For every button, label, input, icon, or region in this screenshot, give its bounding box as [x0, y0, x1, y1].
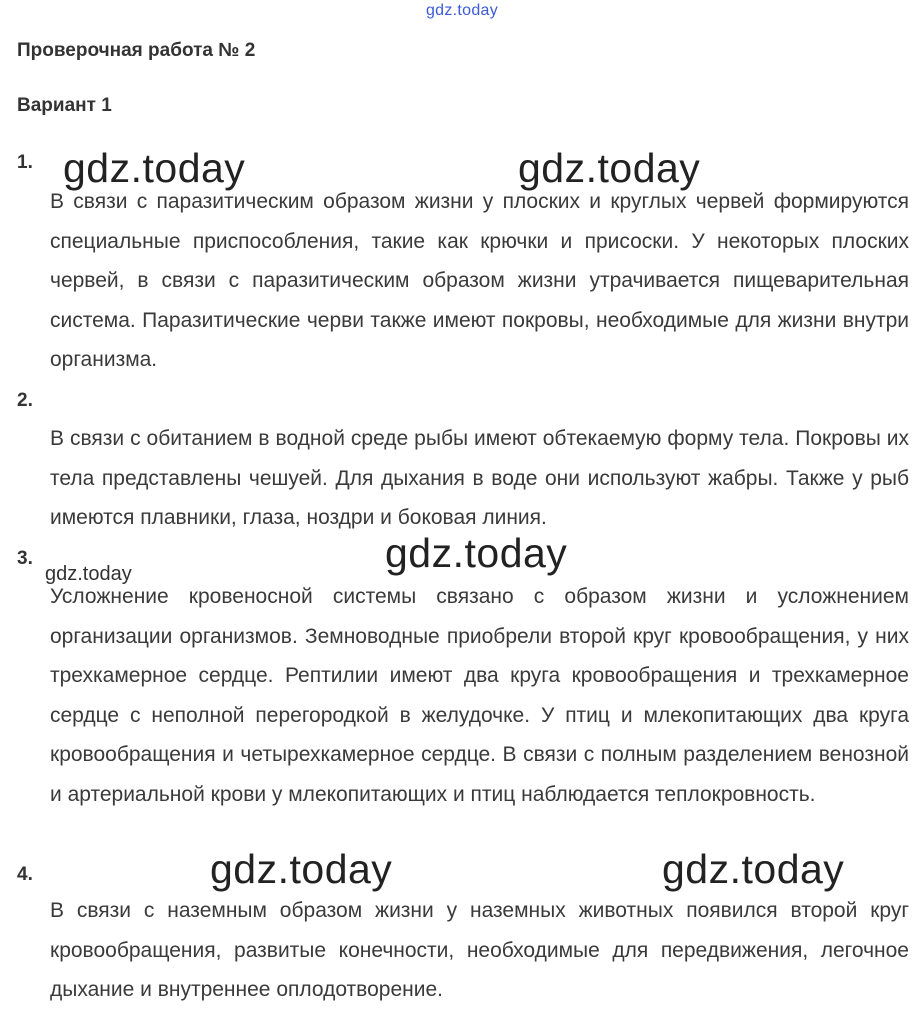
answer-1-number: 1.	[17, 152, 33, 173]
watermark-1b: gdz.today	[518, 145, 701, 191]
page-title: Проверочная работа № 2	[17, 40, 256, 61]
answer-2-number: 2.	[17, 390, 33, 411]
watermark-top: gdz.today	[425, 2, 499, 19]
variant-heading: Вариант 1	[17, 95, 112, 116]
watermark-3a: gdz.today	[385, 530, 568, 576]
answer-3-number: 3.	[17, 548, 33, 569]
answer-1-text: В связи с паразитическим образом жизни у плоских и круглых червей формируются специальные приспособления, такие как крючки и присоски. У некоторых плоских червей, в связи с паразитическим образом жизни утрачивается пищеварительная система. Паразитические черви также имеют покровы, необходимые для жизни внутри организма.	[50, 190, 909, 372]
answer-3-text: Усложнение кровеносной системы связано с образом жизни и усложнением организации организмов. Земноводные приобрели второй круг кровообращения, у них трехкамерное сердце. Рептилии имеют два круга кровообращения и трехкамерное сердце с неполной перегородкой в желудочке. У птиц и млекопитающих два круга кровообращения и четырехкамерное сердце. В связи с полным разделением венозной и артериальной крови у млекопитающих и птиц наблюдается теплокровность.	[50, 585, 909, 806]
answer-4-number: 4.	[17, 864, 33, 885]
watermark-1a: gdz.today	[63, 145, 246, 191]
answer-4-text: В связи с наземным образом жизни у наземных животных появился второй круг кровообращения, развитые конечности, необходимые для передвижения, легочное дыхание и внутреннее оплодотворение.	[50, 899, 909, 1002]
watermark-4a: gdz.today	[210, 846, 393, 892]
watermark-3b: gdz.today	[45, 563, 132, 585]
watermark-4b: gdz.today	[662, 846, 845, 892]
answer-2-text: В связи с обитанием в водной среде рыбы имеют обтекаемую форму тела. Покровы их тела представлены чешуей. Для дыхания в воде они используют жабры. Также у рыб имеются плавники, глаза, ноздри и боковая линия.	[50, 427, 909, 530]
